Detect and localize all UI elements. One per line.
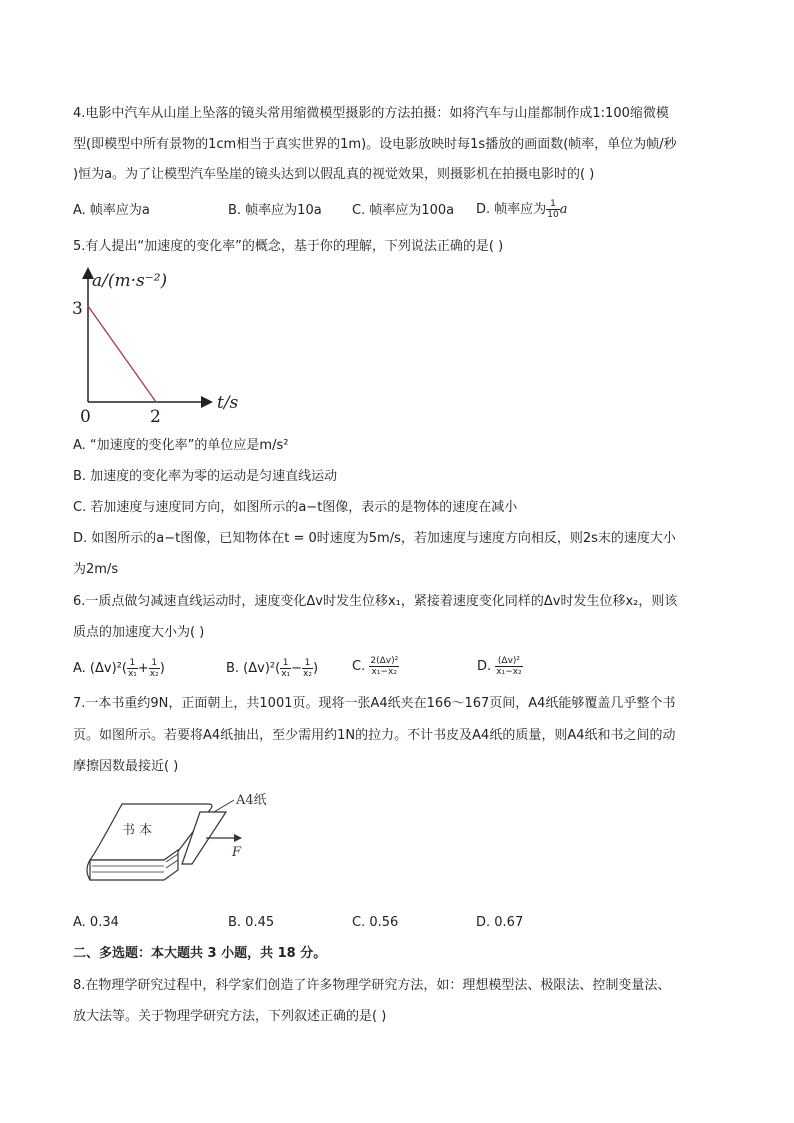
q4-option-c: C. 帧率应为100a bbox=[352, 203, 455, 218]
fraction-numerator: (Δv)² bbox=[495, 656, 522, 667]
y-axis-label: a/(m·s⁻²) bbox=[92, 271, 168, 291]
q6-option-b-fraction-1 bbox=[280, 658, 291, 679]
origin-label: 0 bbox=[80, 407, 91, 427]
q6-option-a-prefix: A. (Δv)²( bbox=[73, 661, 127, 676]
q4-stem-line-3: )恒为a。为了让模型汽车坠崖的镜头达到以假乱真的视觉效果，则摄影机在拍摄电影时的( ) bbox=[73, 167, 595, 182]
label-leader-line bbox=[214, 800, 234, 812]
fraction-denominator: x₁ bbox=[281, 669, 291, 679]
fraction-numerator: 1 bbox=[302, 658, 313, 669]
q4-option-d-prefix: D. 帧率应为 bbox=[476, 202, 547, 217]
y-tick-label: 3 bbox=[72, 299, 83, 319]
q8-stem-line-1: 8.在物理学研究过程中，科学家们创造了许多物理学研究方法，如：理想模型法、极限法、控制变量法、 bbox=[73, 978, 671, 993]
q6-option-b-suffix: ) bbox=[312, 661, 319, 676]
fraction-numerator: 1 bbox=[546, 199, 559, 210]
q4-stem-line-2: 型(即模型中所有景物的1cm相当于真实世界的1m)。设电影放映时每1s播放的画面数(帧率，单位为帧/秒 bbox=[73, 137, 677, 152]
q4-stem-line-1: 4.电影中汽车从山崖上坠落的镜头常用缩微模型摄影的方法拍摄：如将汽车与山崖都制作成1:100缩微模 bbox=[73, 106, 669, 121]
q6-option-d bbox=[477, 656, 523, 677]
fraction-denominator: x₂ bbox=[149, 669, 159, 679]
q7-option-c: C. 0.56 bbox=[352, 915, 399, 930]
q5-option-c: C. 若加速度与速度同方向，如图所示的a−t图像，表示的是物体的速度在减小 bbox=[73, 500, 518, 515]
section-2-heading: 二、多选题：本大题共 3 小题，共 18 分。 bbox=[73, 946, 327, 961]
q6-option-a-operator: + bbox=[137, 661, 149, 676]
q6-option-b-operator: − bbox=[291, 661, 303, 676]
q6-option-d-fraction bbox=[495, 656, 522, 677]
q7-stem-line-1: 7.一本书重约9N，正面朝上，共1001页。现将一张A4纸夹在166～167页间，A4纸能够覆盖几乎整个书 bbox=[73, 696, 676, 711]
q4-option-d bbox=[476, 199, 568, 220]
q6-option-b-prefix: B. (Δv)²( bbox=[226, 661, 281, 676]
a4-paper-label: A4纸 bbox=[236, 793, 267, 808]
q6-option-a bbox=[73, 658, 165, 679]
q4-option-a: A. 帧率应为a bbox=[73, 203, 150, 218]
q6-option-c-prefix: C. bbox=[352, 659, 370, 674]
q5-stem: 5.有人提出“加速度的变化率”的概念，基于你的理解，下列说法正确的是( ) bbox=[73, 239, 504, 254]
q6-option-b bbox=[226, 658, 318, 679]
q6-stem-line-2: 质点的加速度大小为( ) bbox=[73, 625, 205, 640]
force-label: F bbox=[232, 845, 242, 860]
q6-stem-line-1: 6.一质点做匀减速直线运动时，速度变化Δv时发生位移x₁，紧接着速度变化同样的Δv时发生位移x₂，则该 bbox=[73, 594, 678, 609]
q6-option-b-fraction-2 bbox=[302, 658, 313, 679]
q7-book-figure bbox=[82, 790, 302, 886]
q6-option-a-suffix: ) bbox=[159, 661, 165, 676]
q5-a-t-graph bbox=[70, 262, 250, 430]
q4-option-b: B. 帧率应为10a bbox=[228, 203, 322, 218]
q5-option-a: A. “加速度的变化率”的单位应是m/s² bbox=[73, 438, 289, 453]
fraction-denominator: x₂ bbox=[303, 669, 312, 679]
fraction-denominator: x₁−x₂ bbox=[496, 667, 522, 677]
a-t-line bbox=[88, 306, 156, 402]
q4-option-d-fraction bbox=[546, 199, 559, 220]
q6-option-d-prefix: D. bbox=[477, 659, 496, 674]
x-tick-label: 2 bbox=[150, 407, 161, 427]
q6-option-a-fraction-2 bbox=[149, 658, 160, 679]
fraction-numerator: 1 bbox=[280, 658, 291, 669]
fraction-denominator: 10 bbox=[547, 210, 559, 220]
q7-stem-line-2: 页。如图所示。若要将A4纸抽出，至少需用约1N的拉力。不计书皮及A4纸的质量，则A4纸和书之间的动 bbox=[73, 728, 676, 743]
fraction-numerator: 1 bbox=[149, 658, 160, 669]
book-title-label: 书 本 bbox=[122, 823, 153, 838]
fraction-numerator: 2(Δv)² bbox=[370, 656, 399, 666]
q8-stem-line-2: 放大法等。关于物理学研究方法，下列叙述正确的是( ) bbox=[73, 1009, 387, 1024]
q5-option-d-line-1: D. 如图所示的a−t图像，已知物体在t = 0时速度为5m/s，若加速度与速度方向相反，则2s末的速度大小 bbox=[73, 531, 676, 546]
force-arrow-head bbox=[234, 834, 242, 842]
x-axis-label: t/s bbox=[217, 393, 239, 413]
q7-option-d: D. 0.67 bbox=[476, 915, 524, 930]
q6-option-c-fraction bbox=[369, 656, 399, 677]
fraction-denominator: x₁−x₂ bbox=[371, 667, 397, 677]
q6-option-c bbox=[352, 656, 399, 677]
q4-option-d-variable: a bbox=[559, 202, 568, 217]
q5-option-d-line-2: 为2m/s bbox=[73, 562, 119, 577]
q7-option-b: B. 0.45 bbox=[228, 915, 275, 930]
q6-option-a-fraction-1 bbox=[127, 658, 138, 679]
q5-option-b: B. 加速度的变化率为零的运动是匀速直线运动 bbox=[73, 469, 338, 484]
q7-stem-line-3: 摩擦因数最接近( ) bbox=[73, 759, 179, 774]
fraction-numerator: 1 bbox=[127, 658, 138, 669]
fraction-denominator: x₁ bbox=[127, 669, 137, 679]
q7-option-a: A. 0.34 bbox=[73, 915, 119, 930]
